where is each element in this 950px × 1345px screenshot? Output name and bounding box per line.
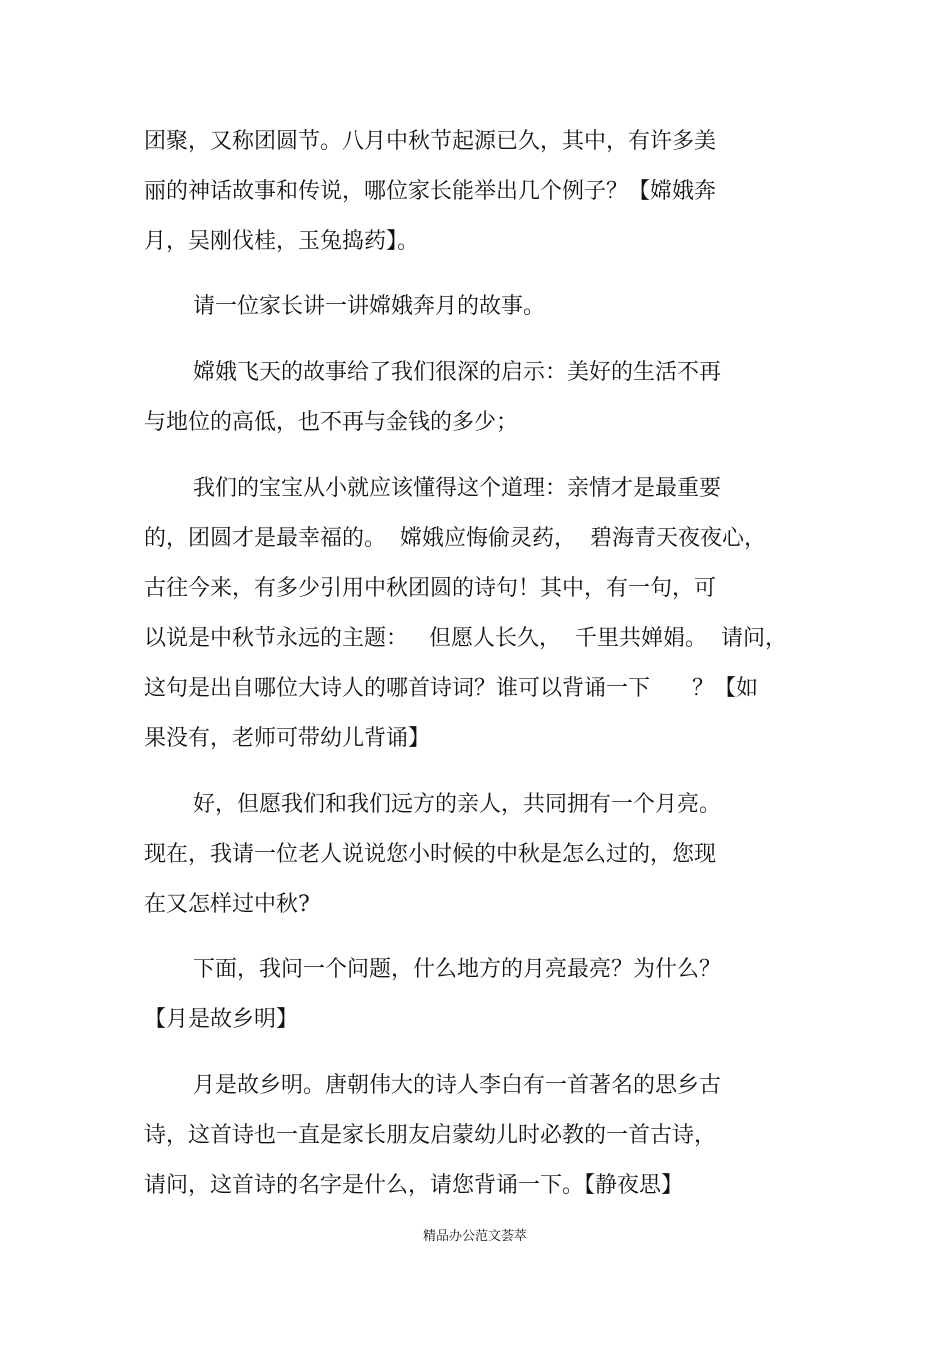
text-line: 我们的宝宝从小就应该懂得这个道理：亲情才是最重要 <box>193 476 722 501</box>
text-line: 的，团圆才是最幸福的。 嫦娥应悔偷灵药， 碧海青天夜夜心， <box>144 526 766 551</box>
text-line: 果没有，老师可带幼儿背诵】 <box>144 726 431 751</box>
text-line: 诗，这首诗也一直是家长朋友启蒙幼儿时必教的一首古诗， <box>144 1123 717 1148</box>
text-line: 以说是中秋节永远的主题： 但愿人长久， 千里共婵娟。 请问， <box>144 626 787 651</box>
text-line: 月是故乡明。唐朝伟大的诗人李白有一首著名的思乡古 <box>193 1073 722 1098</box>
text-line: 在又怎样过中秋? <box>144 892 310 917</box>
text-line: 嫦娥飞天的故事给了我们很深的启示：美好的生活不再 <box>193 360 722 385</box>
text-line: 【月是故乡明】 <box>144 1007 299 1032</box>
text-line: 月，吴刚伐桂，玉兔捣药】。 <box>144 229 420 254</box>
text-line: 丽的神话故事和传说，哪位家长能举出几个例子？【嫦娥奔 <box>144 179 717 204</box>
text-line: 请一位家长讲一讲嫦娥奔月的故事。 <box>193 294 546 319</box>
text-line: 下面，我问一个问题，什么地方的月亮最亮？为什么？ <box>193 957 722 982</box>
text-line: 这句是出自哪位大诗人的哪首诗词？谁可以背诵一下 ？【如 <box>144 676 758 701</box>
text-line: 古往今来，有多少引用中秋团圆的诗句！其中，有一句，可 <box>144 576 717 601</box>
text-line: 好，但愿我们和我们远方的亲人，共同拥有一个月亮。 <box>193 792 722 817</box>
text-line: 与地位的高低，也不再与金钱的多少； <box>144 410 519 435</box>
page-footer: 精品办公范文荟萃 <box>422 1229 527 1244</box>
text-line: 现在，我请一位老人说说您小时候的中秋是怎么过的，您现 <box>144 842 717 867</box>
text-line: 团聚，又称团圆节。八月中秋节起源已久，其中，有许多美 <box>144 129 717 154</box>
text-line: 请问，这首诗的名字是什么，请您背诵一下。【静夜思】 <box>144 1173 684 1198</box>
